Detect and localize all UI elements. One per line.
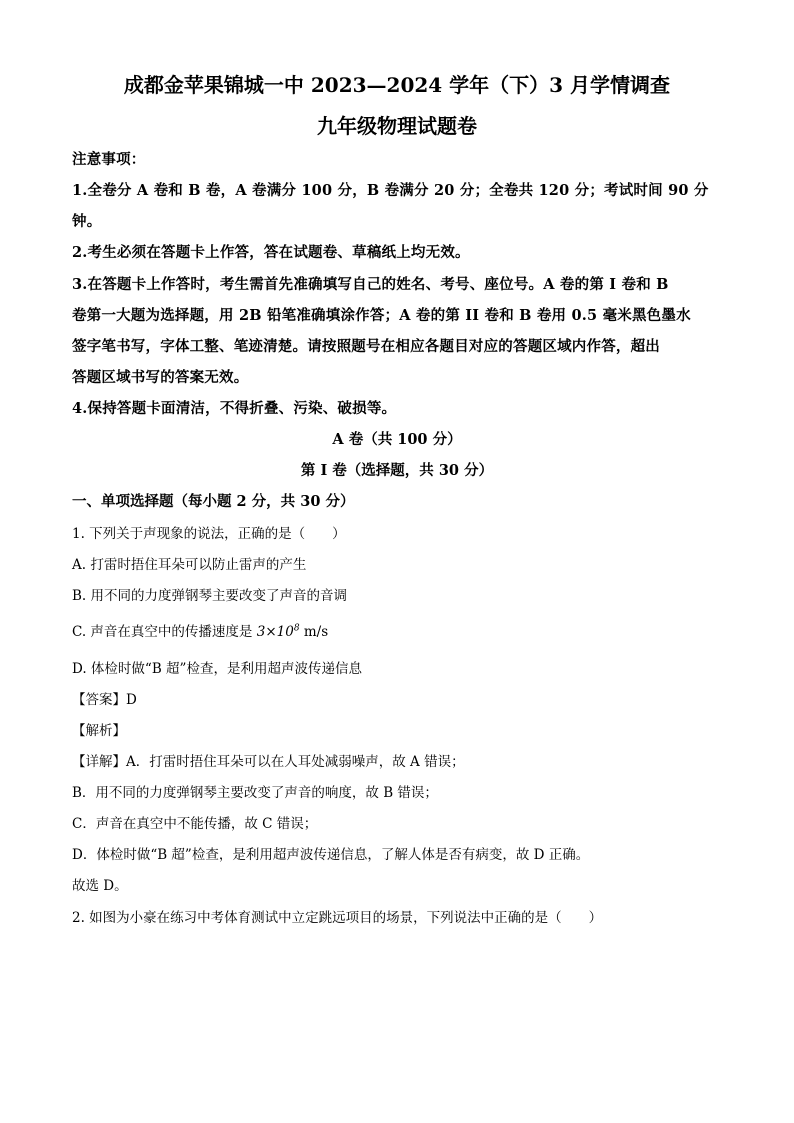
exam-title: 成都金苹果锦城一中 2023—2024 学年（下）3 月学情调查	[123, 73, 671, 97]
notice-item-3-line-2: 卷第一大题为选择题，用 2B 铅笔准确填涂作答；A 卷的第 II 卷和 B 卷用 0.5 毫米黑色墨水	[72, 307, 691, 324]
question-type-heading: 一、单项选择题（每小题 2 分，共 30 分）	[72, 493, 355, 510]
question-1-option-c	[72, 622, 722, 642]
question-1-conclusion: 故选 D。	[72, 878, 128, 894]
part-1-title: 第 I 卷（选择题，共 30 分）	[300, 462, 494, 479]
notice-item-3-line-4: 答题区域书写的答案无效。	[72, 369, 249, 386]
question-1-answer: 【答案】D	[72, 692, 137, 708]
question-1-detail-a: 【详解】A．打雷时捂住耳朵可以在人耳处减弱噪声，故 A 错误；	[72, 754, 465, 770]
notice-item-1-line-2: 钟。	[72, 213, 102, 230]
notice-item-1-line-1: 1.全卷分 A 卷和 B 卷，A 卷满分 100 分，B 卷满分 20 分；全卷共 120 分；考试时间 90 分	[72, 182, 709, 199]
question-1-detail-d: D．体检时做“B 超”检查，是利用超声波传递信息，了解人体是否有病变，故 D 正确。	[72, 847, 590, 863]
notice-item-2: 2.考生必须在答题卡上作答，答在试题卷、草稿纸上均无效。	[72, 244, 470, 261]
option-c-unit: m/s	[299, 624, 329, 640]
question-1-option-b: B. 用不同的力度弹钢琴主要改变了声音的音调	[72, 588, 348, 604]
question-1-option-d: D. 体检时做“B 超”检查，是利用超声波传递信息	[72, 661, 362, 677]
notice-item-3-line-1: 3.在答题卡上作答时，考生需首先准确填写自己的姓名、考号、座位号。A 卷的第 I 卷和 B	[72, 276, 669, 293]
question-1-stem: 1. 下列关于声现象的说法，正确的是（ ）	[72, 526, 346, 542]
option-c-exponent: 8	[293, 623, 300, 634]
notice-item-3-line-3: 签字笔书写，字体工整、笔迹清楚。请按照题号在相应各题目对应的答题区域内作答，超出	[72, 338, 660, 355]
option-c-text: C. 声音在真空中的传播速度是	[72, 624, 257, 640]
question-1-option-a: A. 打雷时捂住耳朵可以防止雷声的产生	[72, 557, 307, 573]
question-2-stem: 2. 如图为小豪在练习中考体育测试中立定跳远项目的场景，下列说法中正确的是（ ）	[72, 910, 603, 926]
question-1-analysis-heading: 【解析】	[72, 723, 126, 739]
section-a-title: A 卷（共 100 分）	[332, 431, 462, 448]
option-c-base: 3×10	[256, 624, 294, 640]
option-c-value	[257, 624, 300, 640]
question-1-detail-b: B．用不同的力度弹钢琴主要改变了声音的响度，故 B 错误；	[72, 785, 438, 801]
exam-subtitle: 九年级物理试题卷	[317, 114, 477, 138]
question-1-detail-c: C．声音在真空中不能传播，故 C 错误；	[72, 816, 318, 832]
notice-heading: 注意事项：	[72, 151, 146, 168]
notice-item-4: 4.保持答题卡面清洁，不得折叠、污染、破损等。	[72, 400, 397, 417]
